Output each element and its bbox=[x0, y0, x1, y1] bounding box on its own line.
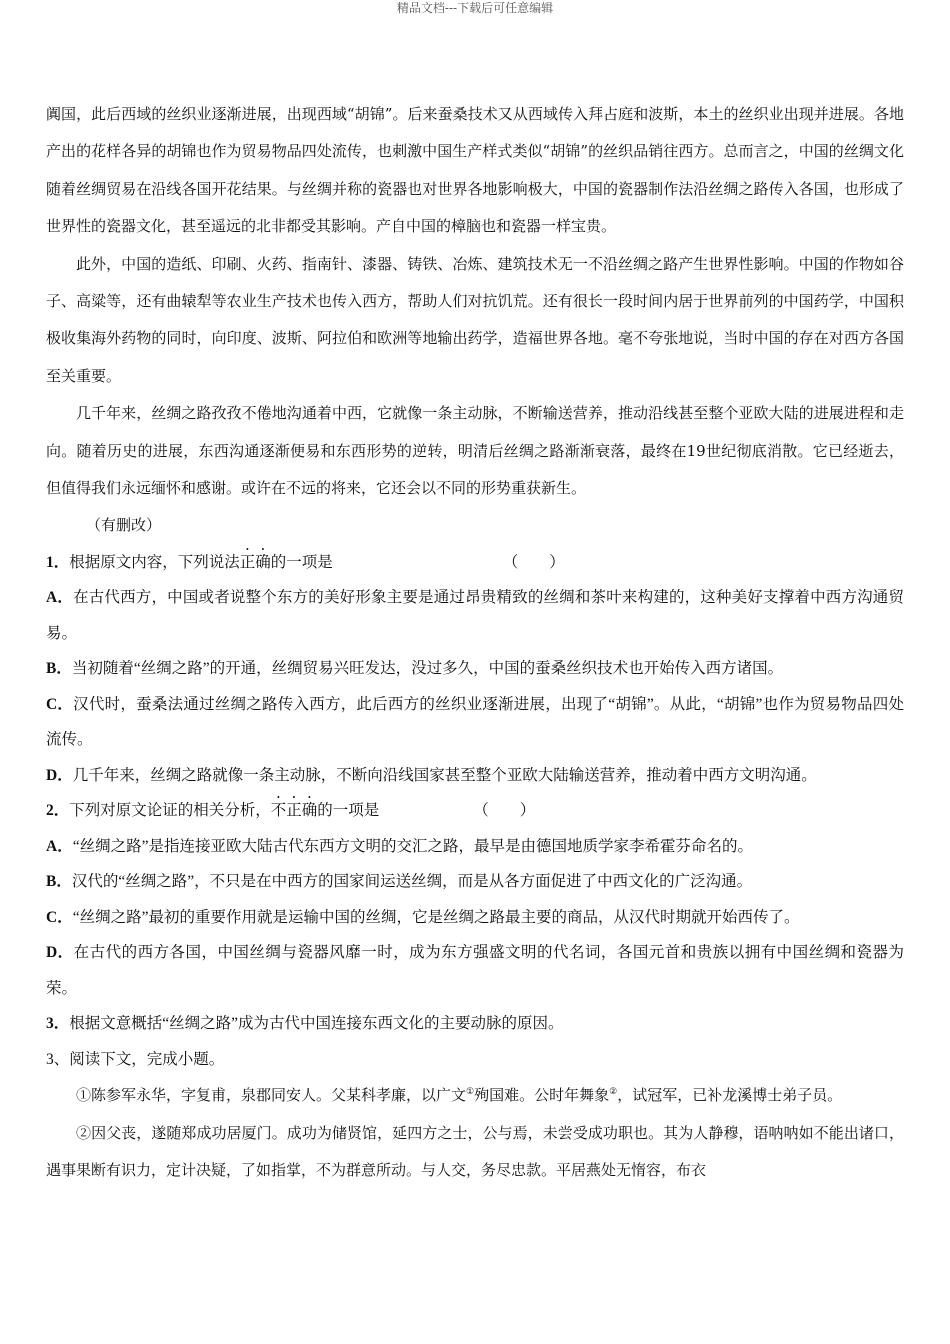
page-header: 精品文档---下载后可任意编辑 bbox=[396, 1, 554, 15]
option-a: A．“丝绸之路”是指连接亚欧大陆古代东西方文明的交汇之路，最早是由德国地质学家李希霍芬命名的。 bbox=[46, 837, 753, 855]
classical-paragraph-2: ②因父丧，遂随郑成功居厦门。成功为储贤馆，延四方之士，公与焉，未尝受成功职也。其为人静穆，语呐呐如不能出诸口，遇事果断有识力，定计决疑，了如指掌，不为群意所动。与人交，务尽忠款。平居燕处无惰容，布衣 bbox=[46, 1123, 904, 1180]
emphasis-mark: 正确 bbox=[239, 553, 271, 571]
passage-paragraph-2: 此外，中国的造纸、印刷、火药、指南针、漆器、铸铁、冶炼、建筑技术无一不沿丝绸之路产生世界性影响。中国的作物如谷子、高粱等，还有曲辕犁等农业生产技术也传入西方，帮助人们对抗饥荒。还有很长一段时间内居于世界前列的中国药学，中国积极收集海外药物的同时，向印度、波斯、阿拉伯和欧洲等地输出药学，造福世界各地。毫不夸张地说，当时中国的存在对西方各国至关重要。 bbox=[46, 254, 904, 385]
option-a: A．在古代西方，中国或者说整个东方的美好形象主要是通过昂贵精致的丝绸和茶叶来构建的，这种美好支撑着中西方沟通贸易。 bbox=[46, 589, 904, 642]
question-1-number: 1． bbox=[46, 553, 70, 571]
answer-blank: （ ） bbox=[473, 802, 536, 820]
question-3-stem: 3．根据文意概括“丝绸之路”成为古代中国连接东西文化的主要动脉的原因。 bbox=[46, 1015, 564, 1033]
document-body bbox=[46, 96, 904, 1190]
option-b: B．当初随着“丝绸之路”的开通，丝绸贸易兴旺发达，没过多久，中国的蚕桑丝织技术也开始传入西方诸国。 bbox=[46, 660, 784, 678]
question-3 bbox=[46, 1006, 904, 1077]
question-2-stem: 2．下列对原文论证的相关分析，不正确的一项是 （ ） bbox=[46, 793, 904, 829]
section-3-title: 3、阅读下文，完成小题。 bbox=[46, 1050, 225, 1068]
question-2-number: 2． bbox=[46, 802, 70, 820]
question-1 bbox=[46, 545, 904, 794]
answer-blank: （ ） bbox=[502, 553, 565, 571]
emphasis-mark: 不正确 bbox=[270, 802, 318, 820]
passage-paragraph-1: 阗国，此后西域的丝织业逐渐进展，出现西域“胡锦”。后来蚕桑技术又从西域传入拜占庭和波斯，本土的丝织业出现并进展。各地产出的花样各异的胡锦也作为贸易物品四处流传，也刺激中国生产样式类似“胡锦”的丝织品销往西方。总而言之，中国的丝绸文化随着丝绸贸易在沿线各国开花结果。与丝绸并称的瓷器也对世界各地影响极大，中国的瓷器制作法沿丝绸之路传入各国，也形成了世界性的瓷器文化，甚至遥远的北非都受其影响。产自中国的樟脑也和瓷器一样宝贵。 bbox=[46, 105, 904, 236]
passage-paragraph-3: 几千年来，丝绸之路孜孜不倦地沟通着中西，它就像一条主动脉，不断输送营养，推动沿线甚至整个亚欧大陆的进展进程和走向。随着历史的进展，东西沟通逐渐便易和东西形势的逆转，明清后丝绸之路渐渐衰落，最终在19世纪彻底消散。它已经逝去，但值得我们永远缅怀和感谢。或许在不远的将来，它还会以不同的形势重获新生。 bbox=[46, 404, 904, 498]
option-b: B．汉代的“丝绸之路”，不只是在中西方的国家间运送丝绸，而是从各方面促进了中西文化的广泛沟通。 bbox=[46, 873, 753, 891]
question-1-stem: 1．根据原文内容，下列说法正确的一项是 （ ） bbox=[46, 545, 904, 581]
option-d: D．在古代的西方各国，中国丝绸与瓷器风靡一时，成为东方强盛文明的代名词，各国元首和贵族以拥有中国丝绸和瓷器为荣。 bbox=[46, 944, 904, 997]
option-c: C．汉代时，蚕桑法通过丝绸之路传入西方，此后西方的丝织业逐渐进展，出现了“胡锦”。从此，“胡锦”也作为贸易物品四处流传。 bbox=[46, 695, 904, 749]
classical-paragraph-1: ①陈参军永华，字复甫，泉郡同安人。父某科孝廉，以广文①殉国难。公时年舞象②，试冠军，已补龙溪博士弟子员。 bbox=[76, 1086, 843, 1105]
option-d: D．几千年来，丝绸之路就像一条主动脉，不断向沿线国家甚至整个亚欧大陆输送营养，推动着中西方文明沟通。 bbox=[46, 766, 817, 784]
footnote-ref: ② bbox=[609, 1087, 618, 1098]
source-note: （有删改） bbox=[86, 516, 162, 535]
paragraph-number: ① bbox=[76, 1086, 92, 1105]
option-c: C．“丝绸之路”最初的重要作用就是运输中国的丝绸，它是丝绸之路最主要的商品，从汉代时期就开始西传了。 bbox=[46, 908, 800, 926]
paragraph-number: ② bbox=[76, 1123, 92, 1142]
question-2 bbox=[46, 793, 904, 1006]
footnote-ref: ① bbox=[466, 1087, 475, 1098]
